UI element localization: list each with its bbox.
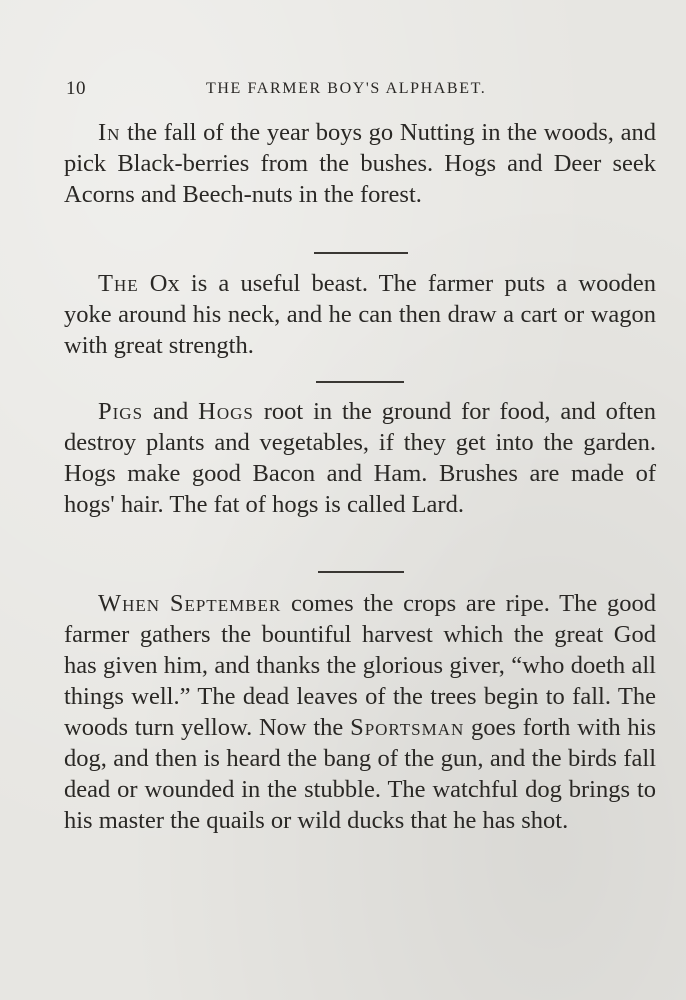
paragraph-text <box>64 588 656 836</box>
paragraph-text <box>64 268 656 361</box>
paragraph-body: Ox is a useful beast. The farmer puts a wooden yoke around his neck, and he can then draw a cart or wagon with great strength. <box>64 270 656 359</box>
paragraph-lead-word-2: September <box>169 590 282 617</box>
paragraph-body-b: goes forth with his dog, and then is heard the bang of the gun, and the birds fall dead or wounded in the stubble. The watchful dog brings to his master the quails or wild ducks that he has shot. <box>64 714 656 834</box>
section-divider <box>316 381 404 383</box>
page-number: 10 <box>66 78 86 99</box>
section-divider <box>318 571 404 573</box>
paragraph-pigs-hogs <box>64 396 656 520</box>
paragraph-lead-word: Pigs <box>98 398 144 425</box>
paragraph-nutting <box>64 117 656 210</box>
paragraph-lead-word: The <box>98 270 139 297</box>
running-title: THE FARMER BOY'S ALPHABET. <box>206 80 487 97</box>
paragraph-lead-word: When <box>98 590 161 617</box>
page-header <box>66 78 656 100</box>
paragraph-text <box>64 396 656 520</box>
paragraph-lead-word-3: Sportsman <box>350 714 465 741</box>
paragraph-body-a: comes the crops are ripe. The good farmer gathers the bountiful harvest which the great God has given him, and thanks the glorious giver, “who doeth all things well.” The dead leaves of the trees begin to fall. The woods turn yellow. Now the <box>64 590 657 741</box>
paragraph-body: the fall of the year boys go Nutting in the woods, and pick Black-berries from the bushes. Hogs and Deer seek Acorns and Beech-nuts in the forest. <box>64 119 656 208</box>
paragraph-lead-word-2: Hogs <box>198 398 254 425</box>
paragraph-connector <box>160 590 170 617</box>
paragraph-ox <box>64 268 656 361</box>
paragraph-connector: and <box>143 398 199 425</box>
section-divider <box>314 252 408 254</box>
paragraph-text <box>64 117 656 210</box>
paragraph-lead-word: In <box>98 119 121 146</box>
paragraph-body: root in the ground for food, and often destroy plants and vegetables, if they get into the garden. Hogs make good Bacon and Ham. Brushes are made of hogs' hair. The fat of hogs is called Lard. <box>64 398 656 518</box>
paragraph-september <box>64 588 656 836</box>
